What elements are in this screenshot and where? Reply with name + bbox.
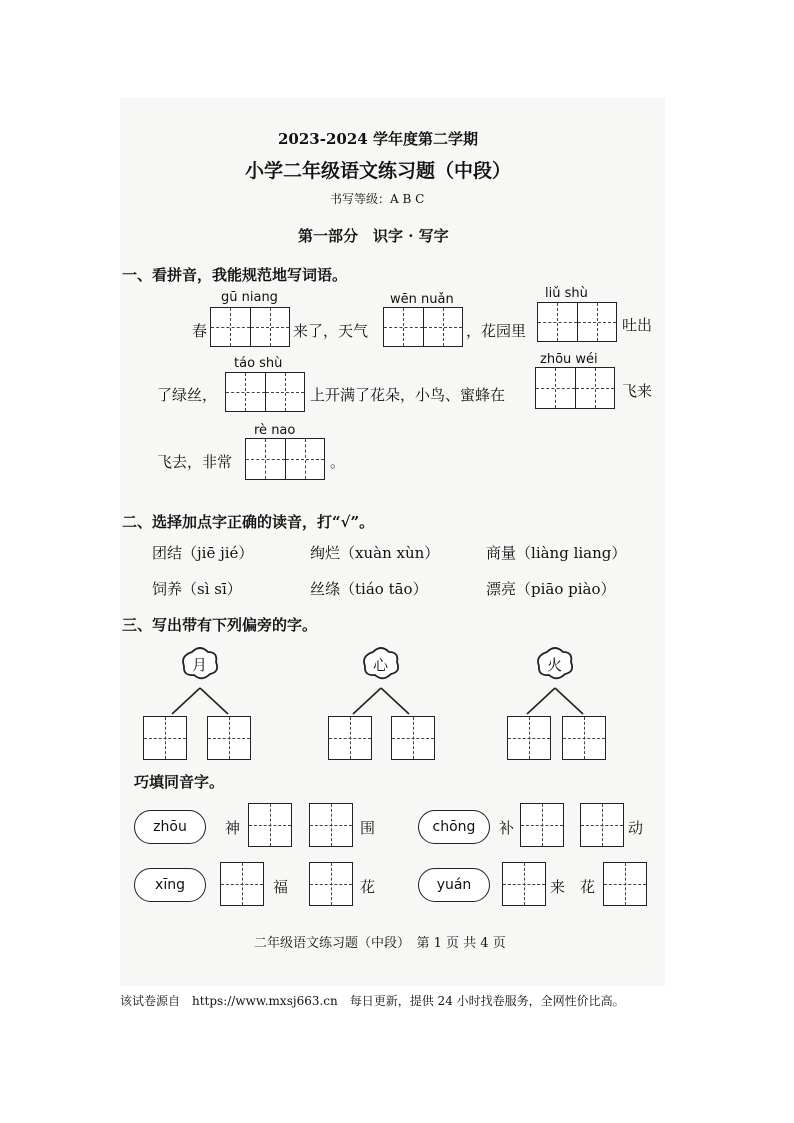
- q1-title: 一、看拼音，我能规范地写词语。: [122, 266, 348, 284]
- radical-3-grid-a[interactable]: [507, 716, 551, 760]
- pinyin-1: gū niang: [221, 290, 278, 305]
- homophone-grid[interactable]: [220, 862, 264, 906]
- q2-option-5[interactable]: [310, 578, 428, 599]
- q1-text-9: 。: [330, 453, 346, 471]
- pinyin-pill: yuán: [418, 868, 490, 902]
- q2-title: 二、选择加点字正确的读音，打“√”。: [122, 513, 375, 531]
- option-pinyin: （jiē jié）: [182, 544, 254, 562]
- word-char: 补: [499, 819, 515, 837]
- page-title: 小学二年级语文练习题（中段）: [245, 160, 512, 182]
- word-char: 花: [580, 878, 596, 896]
- year-line: 2023-2024 学年度第二学期: [278, 130, 478, 148]
- option-pinyin: （liàng liang）: [516, 544, 627, 562]
- part1-title: 第一部分 识字 · 写字: [298, 227, 449, 245]
- word-char: 动: [628, 819, 644, 837]
- q4-title: 巧填同音字。: [134, 773, 225, 791]
- option-word: 商量: [486, 544, 517, 562]
- homophone-grid[interactable]: [603, 862, 647, 906]
- homophone-grid[interactable]: [248, 803, 292, 847]
- homophone-grid[interactable]: [309, 803, 353, 847]
- answer-grid-4[interactable]: [225, 372, 305, 412]
- q1-text-7: 飞来: [622, 382, 653, 400]
- q2-option-2[interactable]: [310, 542, 439, 563]
- pinyin-3: liǔ shù: [545, 286, 588, 301]
- option-word: 饲养: [152, 580, 183, 598]
- branch-lines: [160, 686, 240, 716]
- answer-grid-6[interactable]: [245, 438, 325, 480]
- word-char: 福: [273, 878, 289, 896]
- radical-3-grid-b[interactable]: [562, 716, 606, 760]
- word-char: 围: [360, 819, 376, 837]
- answer-grid-5[interactable]: [535, 367, 615, 409]
- q3-title: 三、写出带有下列偏旁的字。: [122, 616, 318, 634]
- radical-1-grid-b[interactable]: [207, 716, 251, 760]
- pinyin-6: rè nao: [254, 423, 296, 438]
- word-char: 来: [550, 878, 566, 896]
- source-note: 该试卷源自 https://www.mxsj663.cn 每日更新，提供 24 小时找卷服务，全网性价比高。: [120, 994, 625, 1008]
- option-word: 绚烂: [310, 544, 341, 562]
- radical-2: 心: [373, 656, 389, 674]
- word-char: 花: [360, 878, 376, 896]
- option-pinyin: （xuàn xùn）: [340, 544, 440, 562]
- q1-text-6: 上开满了花朵，小鸟、蜜蜂在: [310, 386, 506, 404]
- option-pinyin: （piāo piào）: [516, 580, 616, 598]
- option-word: 团结: [152, 544, 183, 562]
- radical-3: 火: [547, 656, 563, 674]
- grade-line: 书写等级：A B C: [330, 192, 425, 206]
- q1-text-2: 来了，天气: [293, 322, 369, 340]
- q2-option-1[interactable]: [152, 542, 253, 563]
- radical-2-grid-a[interactable]: [328, 716, 372, 760]
- radical-2-grid-b[interactable]: [391, 716, 435, 760]
- answer-grid-1[interactable]: [210, 307, 290, 347]
- q2-option-6[interactable]: [486, 578, 616, 599]
- q1-text-3: ，花园里: [466, 322, 527, 340]
- pinyin-4: táo shù: [234, 356, 283, 371]
- q1-text-8: 飞去，非常: [157, 453, 233, 471]
- pinyin-pill: xīng: [134, 868, 206, 902]
- branch-lines: [341, 686, 421, 716]
- q1-text-4: 吐出: [622, 316, 653, 334]
- branch-lines: [515, 686, 595, 716]
- pinyin-2: wēn nuǎn: [390, 292, 454, 307]
- q2-option-4[interactable]: [152, 578, 242, 599]
- page-footer: 二年级语文练习题（中段） 第 1 页 共 4 页: [254, 936, 506, 951]
- word-char: 神: [225, 819, 241, 837]
- pinyin-pill: zhōu: [134, 810, 206, 844]
- q2-option-3[interactable]: [486, 542, 626, 563]
- q1-text-1: 春: [192, 322, 208, 340]
- option-word: 丝绦: [310, 580, 341, 598]
- q1-text-5: 了绿丝，: [157, 386, 218, 404]
- homophone-grid[interactable]: [502, 862, 546, 906]
- radical-1: 月: [192, 656, 208, 674]
- homophone-grid[interactable]: [580, 803, 624, 847]
- homophone-grid[interactable]: [309, 862, 353, 906]
- option-pinyin: （sì sī）: [182, 580, 242, 598]
- answer-grid-3[interactable]: [537, 302, 617, 342]
- option-word: 漂亮: [486, 580, 517, 598]
- radical-1-grid-a[interactable]: [143, 716, 187, 760]
- pinyin-pill: chōng: [418, 810, 490, 844]
- option-pinyin: （tiáo tāo）: [340, 580, 428, 598]
- homophone-grid[interactable]: [520, 803, 564, 847]
- pinyin-5: zhōu wéi: [540, 352, 598, 367]
- answer-grid-2[interactable]: [383, 307, 463, 347]
